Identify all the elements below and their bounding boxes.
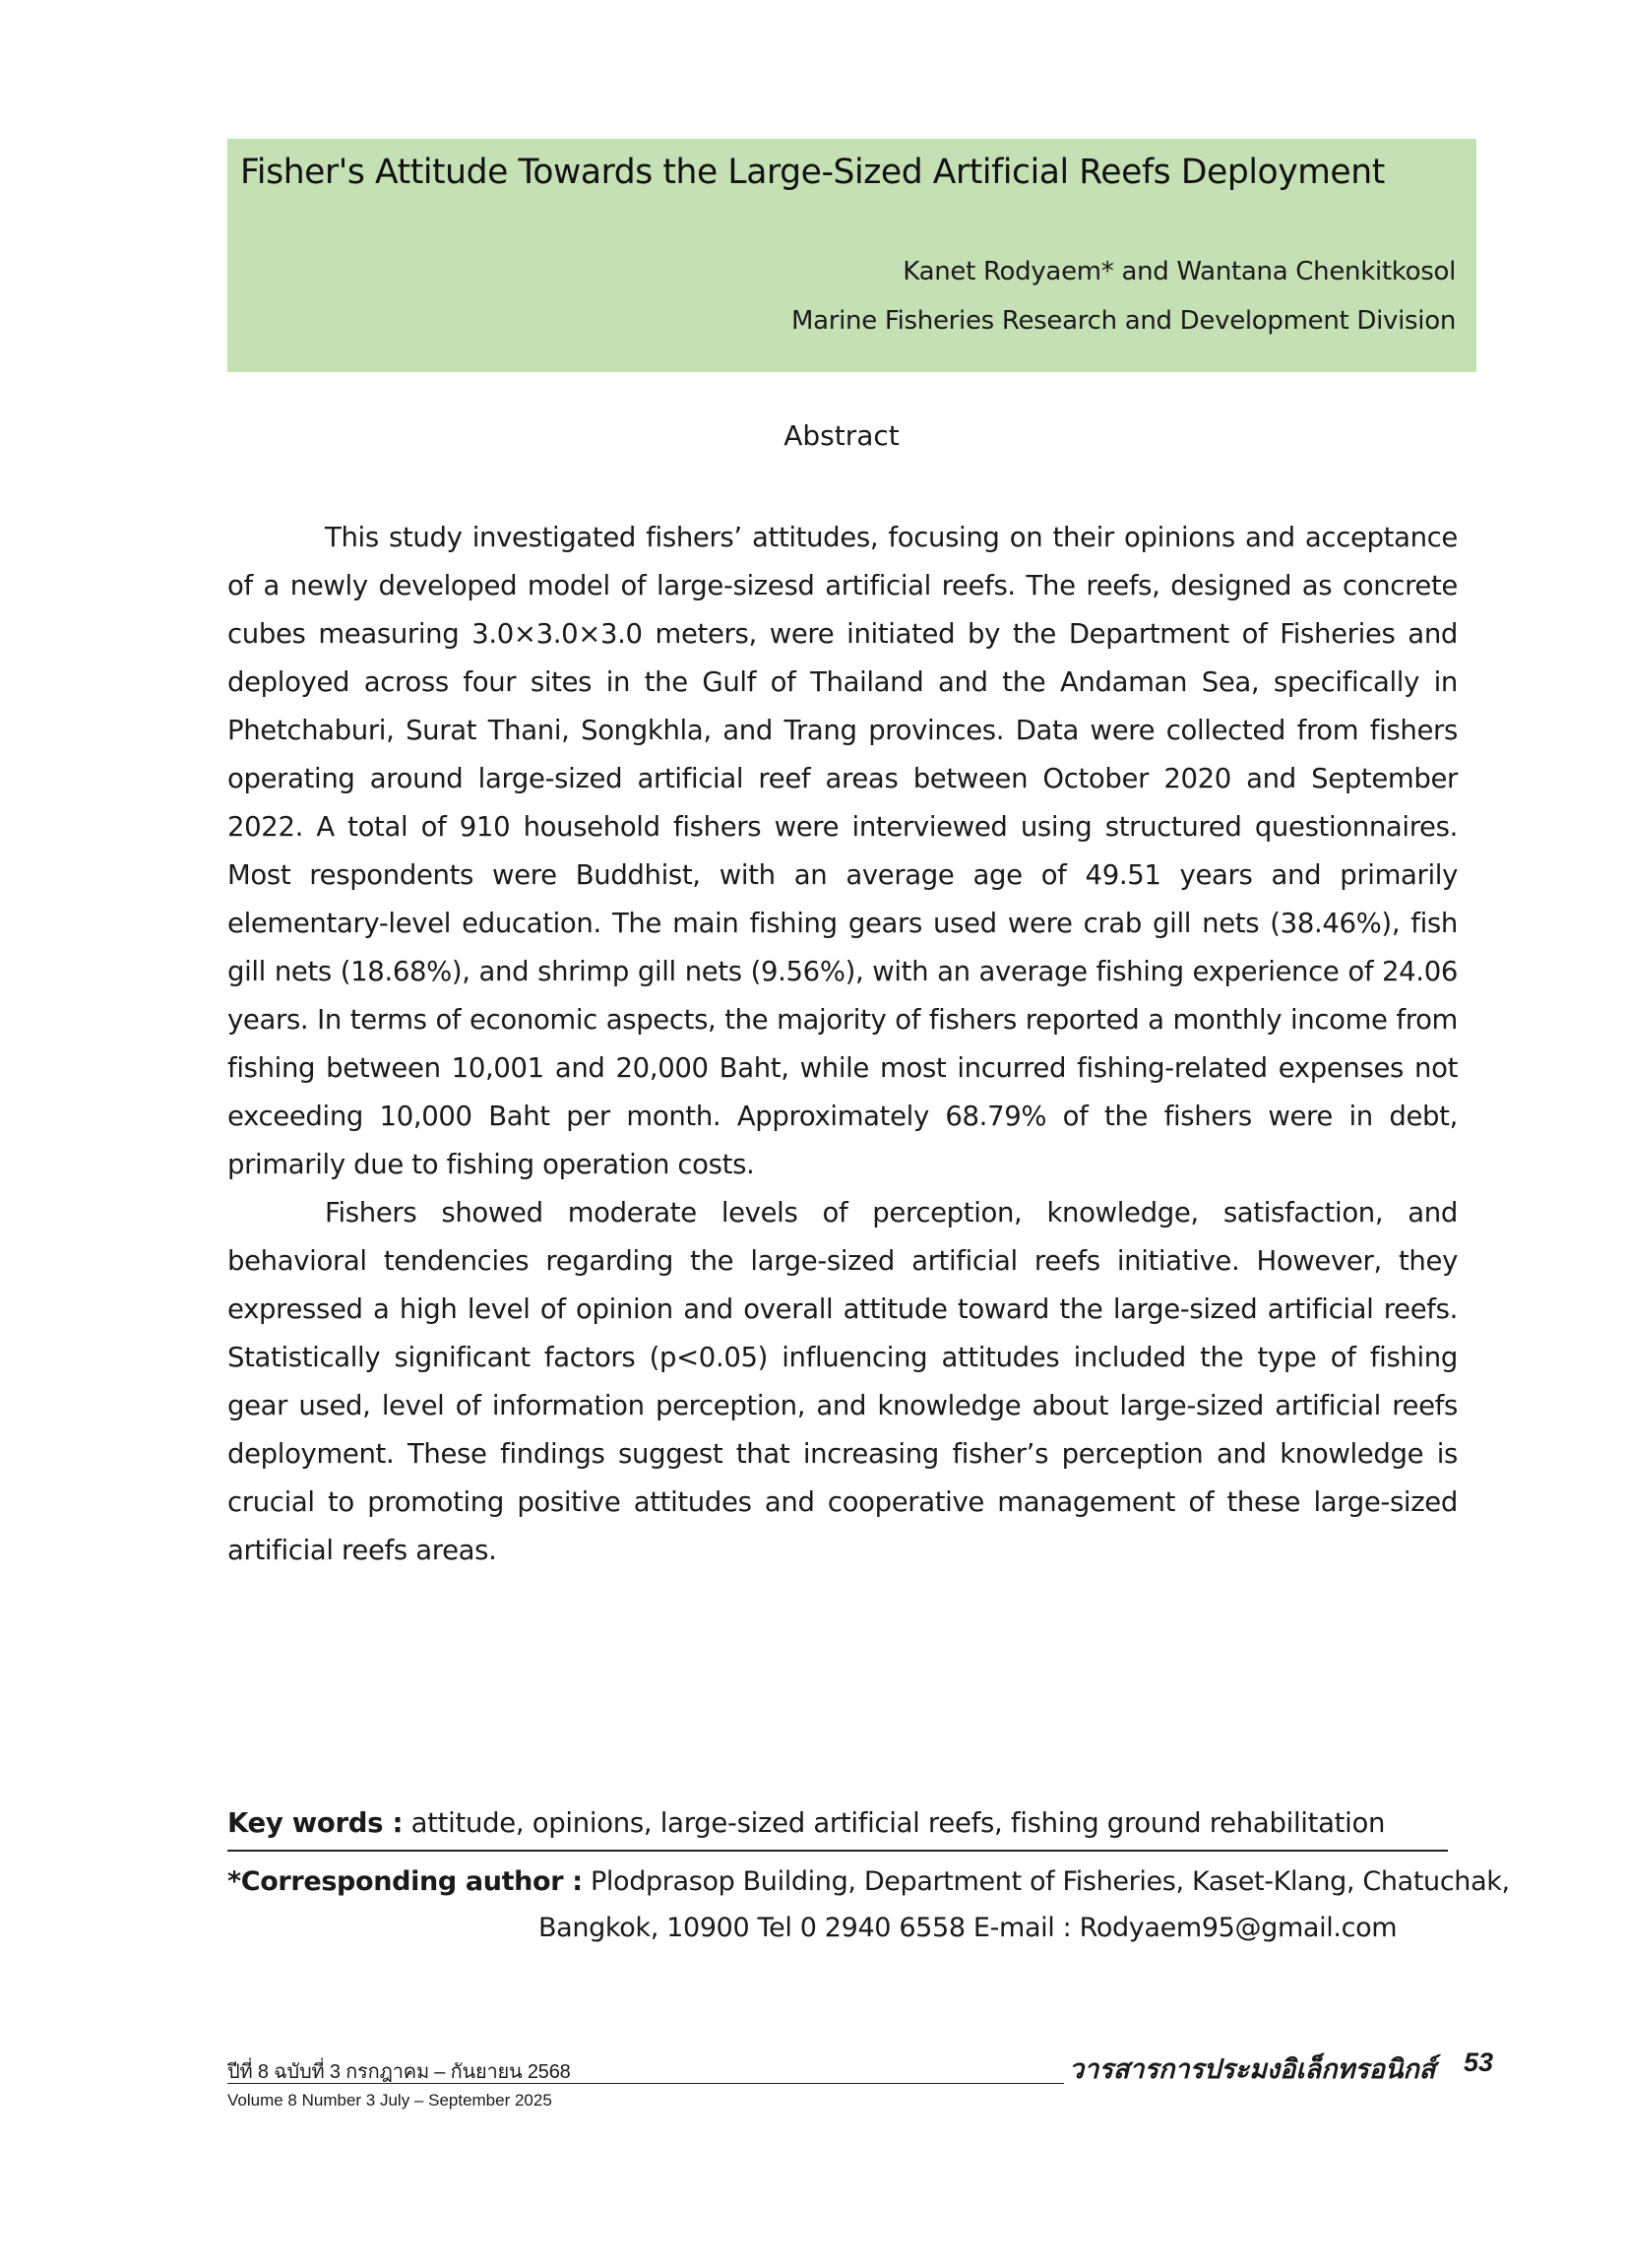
author-affiliation: Marine Fisheries Research and Development Division bbox=[790, 306, 1456, 336]
abstract-paragraph-1: This study investigated fishers’ attitudes, focusing on their opinions and acceptance of a newly developed model of large-sizesd artificial reefs. The reefs, designed as concrete cubes measuring 3.0×3.0×3.0 meters, were initiated by the Department of Fisheries and deployed across four sites in the Gulf of Thailand and the Andaman Sea, specifically in Phetchaburi, Surat Thani, Songkhla, and Trang provinces. Data were collected from fishers operating around large-sized artificial reef areas between October 2020 and September 2022. A total of 910 household fishers were interviewed using structured questionnaires. Most respondents were Buddhist, with an average age of 49.51 years and primarily elementary-level education. The main fishing gears used were crab gill nets (38.46%), fish gill nets (18.68%), and shrimp gill nets (9.56%), with an average fishing experience of 24.06 years. In terms of economic aspects, the majority of fishers reported a monthly income from fishing between 10,001 and 20,000 Baht, while most incurred fishing-related expenses not exceeding 10,000 Baht per month. Approximately 68.79% of the fishers were in debt, primarily due to fishing operation costs. bbox=[227, 522, 1458, 1180]
corresponding-author-label: *Corresponding author : bbox=[227, 1866, 583, 1897]
abstract-heading: Abstract bbox=[783, 419, 900, 452]
title-banner bbox=[227, 139, 1476, 372]
keywords-label: Key words : bbox=[227, 1807, 404, 1839]
paper-title: Fisher's Attitude Towards the Large-Sized Artificial Reefs Deployment bbox=[240, 153, 1385, 192]
corresponding-address-line-1: Plodprasop Building, Department of Fisheries, Kaset-Klang, Chatuchak, bbox=[582, 1866, 1510, 1897]
author-list: Kanet Rodyaem* and Wantana Chenkitkosol bbox=[903, 257, 1456, 286]
page-number: 53 bbox=[1464, 2048, 1494, 2077]
abstract-paragraph-2: Fishers showed moderate levels of perception, knowledge, satisfaction, and behavioral tendencies regarding the large-sized artificial reefs initiative. However, they expressed a high level of opinion and overall attitude toward the large-sized artificial reefs. Statistically significant factors (p<0.05) influencing attitudes included the type of fishing gear used, level of information perception, and knowledge about large-sized artificial reefs deployment. These findings suggest that increasing fisher’s perception and knowledge is crucial to promoting positive attitudes and cooperative management of these large-sized artificial reefs areas. bbox=[227, 1197, 1458, 1566]
keywords-line bbox=[227, 1804, 1448, 1852]
corresponding-address-line-2: Bangkok, 10900 Tel 0 2940 6558 E-mail : Rodyaem95@gmail.com bbox=[538, 1913, 1398, 1943]
footer-divider bbox=[227, 2083, 1064, 2084]
abstract-body bbox=[227, 514, 1458, 1575]
corresponding-author bbox=[227, 1858, 1510, 1951]
keywords-text: attitude, opinions, large-sized artificial reefs, fishing ground rehabilitation bbox=[403, 1807, 1386, 1839]
footer-issue-english: Volume 8 Number 3 July – September 2025 bbox=[227, 2091, 552, 2110]
footer-issue-thai: ปีที่ 8 ฉบับที่ 3 กรกฎาคม – กันยายน 2568 bbox=[227, 2061, 571, 2083]
journal-name: วารสารการประมงอิเล็กทรอนิกส์ bbox=[1069, 2054, 1436, 2084]
